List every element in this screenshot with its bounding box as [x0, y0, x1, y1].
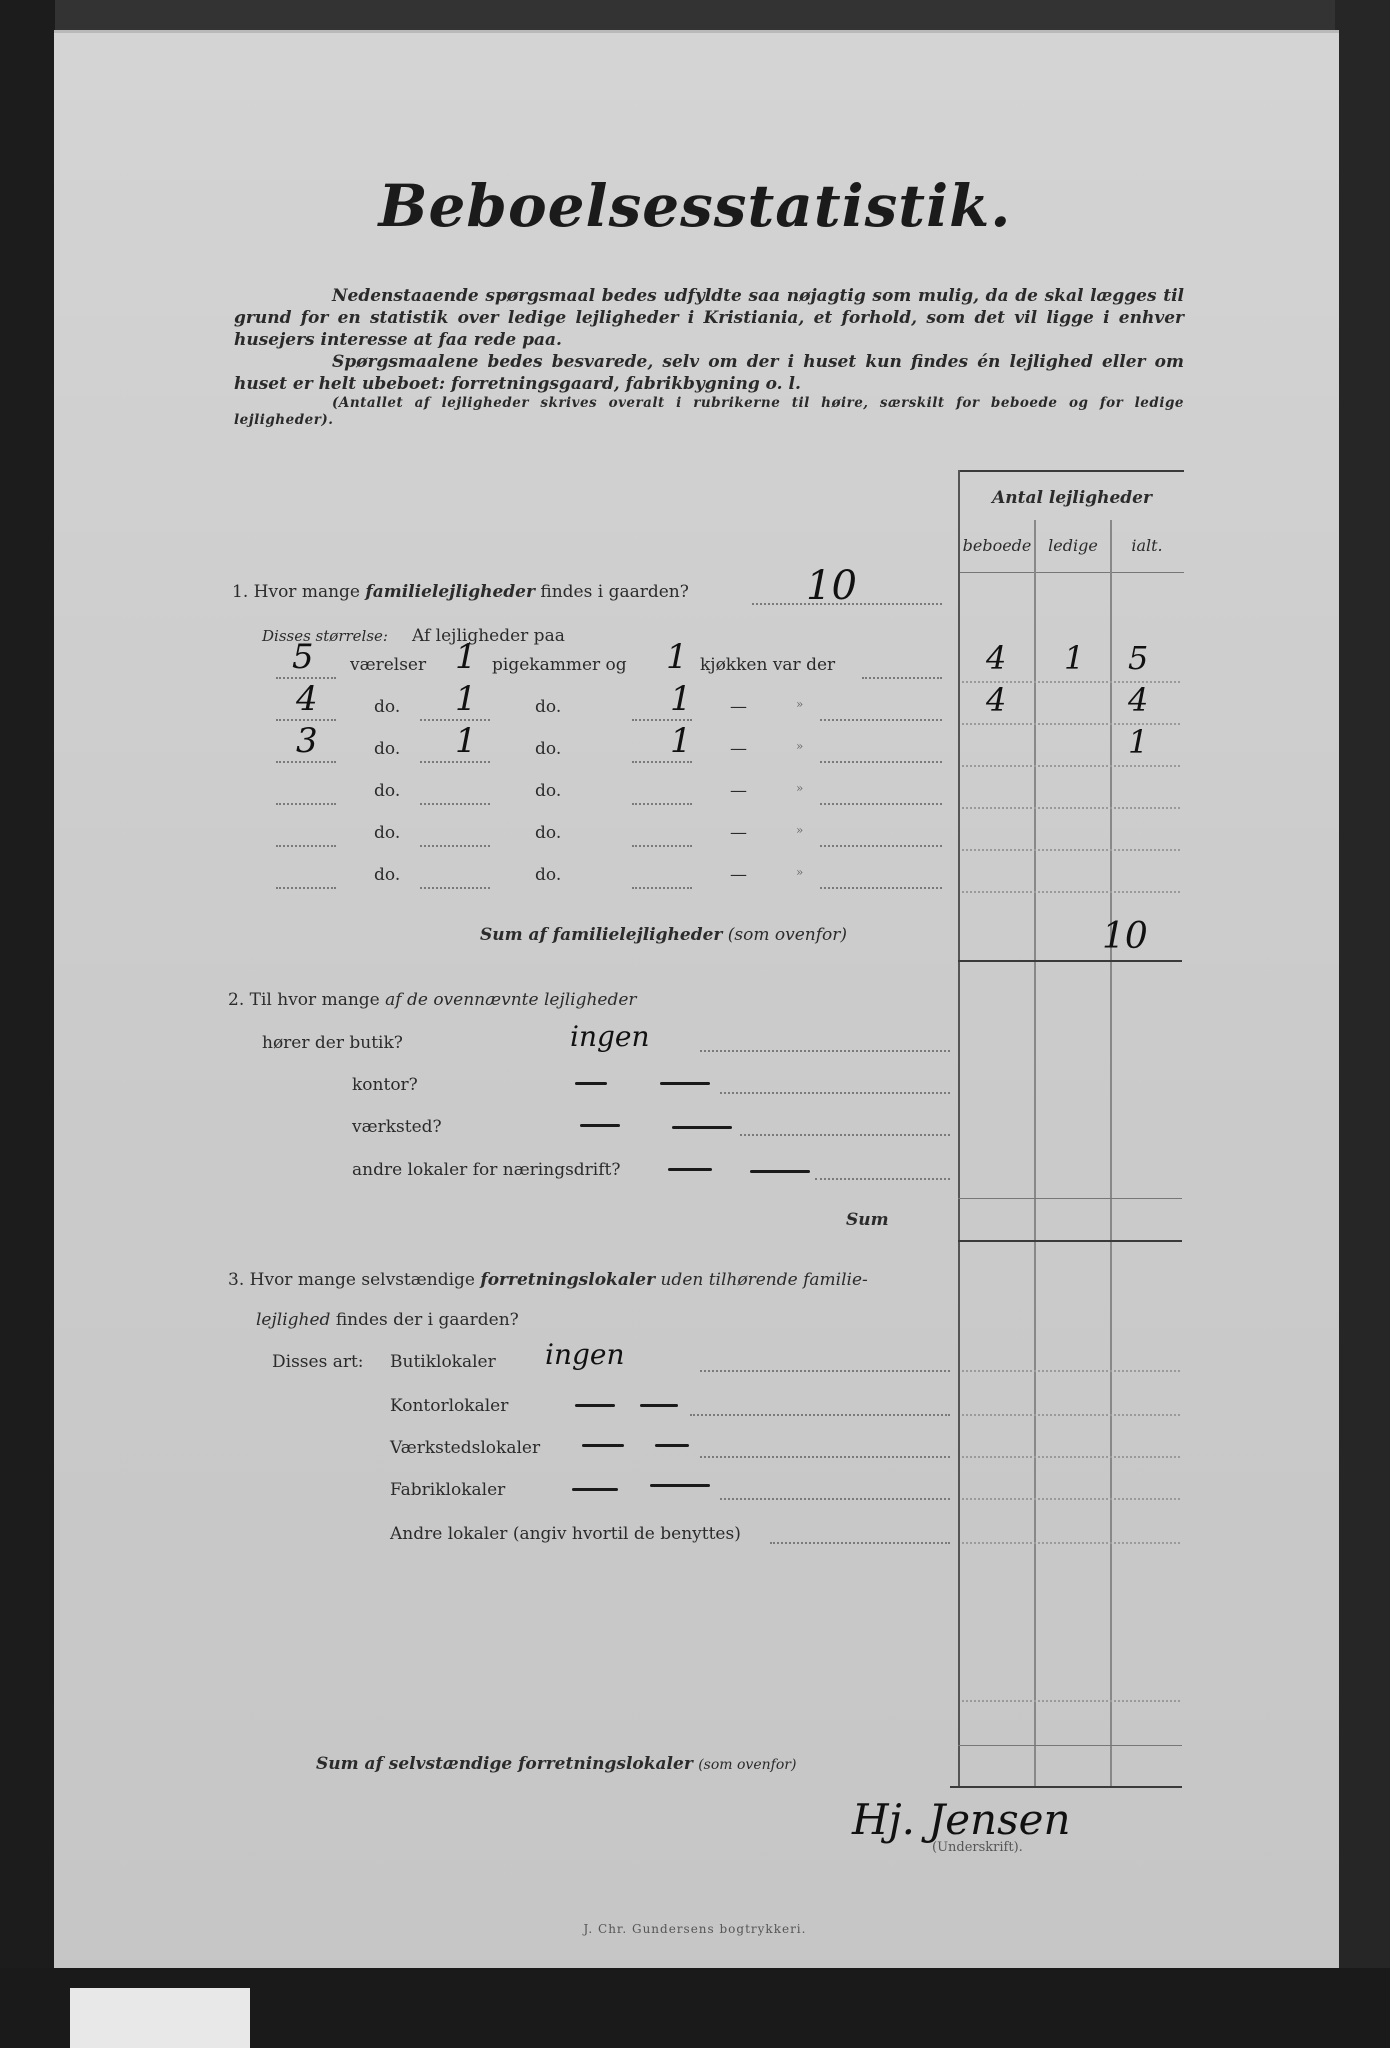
- q1-sub-label: Disses størrelse:: [262, 627, 388, 645]
- row-maid-leader: [420, 887, 490, 889]
- q3-text-a: Hvor mange selvstændige: [249, 1270, 475, 1290]
- row-leader: [820, 845, 942, 847]
- cell-ialt: 5: [1128, 639, 1149, 677]
- q2-butik-leader: [700, 1050, 950, 1052]
- row-kitchen-leader: [632, 761, 692, 763]
- table-top-rule: [960, 470, 1184, 472]
- signature-caption: (Underskrift).: [932, 1840, 1023, 1855]
- q2-butik: hører der butik?: [262, 1033, 403, 1053]
- cell-beboede: 4: [986, 681, 1007, 719]
- film-frame-top: [0, 0, 1390, 30]
- row-maid-value: 1: [455, 679, 477, 719]
- row-rooms-label: do.: [374, 823, 401, 843]
- q3-answer-butik: ingen: [545, 1338, 625, 1371]
- row-leader: [820, 719, 942, 721]
- q2-andre-leader: [815, 1178, 950, 1180]
- intro-paragraph-2: Spørgsmaalene bedes besvarede, selv om der i huset kun findes én lejlighed eller om huset er helt ubeboet: forretningsgaard, fabrikbygning o. l.: [234, 352, 1184, 394]
- film-frame-right: [1335, 0, 1390, 2048]
- row-kitchen-dash: —: [730, 865, 747, 885]
- row-leader: [820, 761, 942, 763]
- row-maid-value: 1: [455, 637, 477, 677]
- q3-text-c: uden tilhørende familie-: [660, 1270, 868, 1290]
- signature: Hj. Jensen: [852, 1795, 1071, 1844]
- q3-grid-row: [962, 1700, 1180, 1702]
- q2-vaerksted-dash-a: [580, 1124, 620, 1127]
- q1-sum-label: Sum af familielejligheder: [480, 925, 723, 945]
- row-rooms-label: do.: [374, 781, 401, 801]
- row-rooms-leader: [276, 761, 336, 763]
- q3-grid-row: [962, 1414, 1180, 1416]
- q2-text-b: af de ovennævnte lejligheder: [385, 990, 637, 1010]
- film-light-patch: [70, 1988, 250, 2048]
- q2-vaerksted-leader: [740, 1134, 950, 1136]
- row-rooms-label: do.: [374, 739, 401, 759]
- q3-grid-row: [962, 1370, 1180, 1372]
- q2-andre-dash-a: [668, 1168, 712, 1171]
- table-header-rule: [960, 572, 1184, 573]
- q3-fabrik-dash-b: [650, 1484, 710, 1487]
- q1-number: 1.: [232, 582, 249, 602]
- q3-grid-row: [962, 1542, 1180, 1544]
- q1-text-b: familielejligheder: [365, 582, 535, 602]
- q1-answer: 10: [806, 563, 857, 609]
- table-group-header: Antal lejligheder: [992, 488, 1152, 508]
- row-kitchen-quote: »: [796, 781, 804, 795]
- row-kitchen-leader: [632, 845, 692, 847]
- row-maid-label: do.: [535, 823, 562, 843]
- table-vline-2: [1110, 520, 1112, 1786]
- q2-vaerksted-dash-b: [672, 1126, 732, 1129]
- row-rooms-value: 4: [296, 679, 318, 719]
- row-rooms-value: 5: [292, 637, 314, 677]
- q3-sum-note: (som ovenfor): [698, 1757, 797, 1773]
- q2-kontor-dash-a: [575, 1082, 607, 1085]
- row-maid-leader: [420, 761, 490, 763]
- row-kitchen-label: kjøkken var der: [700, 655, 836, 675]
- table-grid-row: [962, 849, 1180, 851]
- q3-andre: Andre lokaler (angiv hvortil de benyttes): [390, 1524, 741, 1544]
- row-maid-label: do.: [535, 781, 562, 801]
- intro-text: [234, 285, 1184, 429]
- row-maid-value: 1: [455, 721, 477, 761]
- q3-vaerksted-dash-b: [655, 1444, 689, 1447]
- q3-vaerksted: Værkstedslokaler: [390, 1438, 541, 1458]
- q3-grid-row: [962, 1456, 1180, 1458]
- row-rooms-label: do.: [374, 865, 401, 885]
- row-kitchen-value: 1: [670, 721, 692, 761]
- row-kitchen-dash: —: [730, 739, 747, 759]
- q1-text-c: findes i gaarden?: [540, 582, 689, 602]
- row-kitchen-quote: »: [796, 697, 804, 711]
- q2-kontor-leader: [720, 1092, 950, 1094]
- cell-beboede: 4: [986, 639, 1007, 677]
- q3-kontor: Kontorlokaler: [390, 1396, 509, 1416]
- row-rooms-value: 3: [296, 721, 318, 761]
- q3-fabrik-leader: [720, 1498, 950, 1500]
- page-title: Beboelsesstatistik.: [378, 172, 1012, 240]
- q3-kontor-leader: [690, 1414, 950, 1416]
- row-kitchen-value: 1: [666, 637, 688, 677]
- q3-sum-line: [316, 1754, 796, 1774]
- row-maid-label: do.: [535, 697, 562, 717]
- col-header-beboede: beboede: [962, 536, 1032, 555]
- q3-sum-label: Sum af selvstændige forretningslokaler: [316, 1754, 693, 1774]
- row-leader: [820, 887, 942, 889]
- row-maid-label: pigekammer og: [492, 655, 627, 675]
- row-rooms-leader: [276, 803, 336, 805]
- film-frame-left: [0, 0, 55, 2048]
- col-header-ledige: ledige: [1048, 536, 1098, 555]
- row-maid-leader: [420, 845, 490, 847]
- row-kitchen-value: 1: [670, 679, 692, 719]
- q3-text-b: forretningslokaler: [480, 1270, 656, 1290]
- printer-imprint: J. Chr. Gundersens bogtrykkeri.: [583, 1922, 807, 1936]
- intro-paragraph-3: (Antallet af lejligheder skrives overalt i rubrikerne til høire, særskilt for beboede og for ledige lejligheder).: [234, 395, 1184, 428]
- intro-paragraph-1: Nedenstaaende spørgsmaal bedes udfyldte saa nøjagtig som mulig, da de skal lægges til grund for en statistik over ledige lejligheder i Kristiania, et forhold, som det vil ligge i enhver husejers interesse at faa rede paa.: [234, 286, 1184, 350]
- q2-text-a: Til hvor mange: [249, 990, 380, 1010]
- row-rooms-label: værelser: [350, 655, 427, 675]
- q1-sub-text: Af lejligheder paa: [412, 626, 565, 646]
- q3-sum-rule: [950, 1786, 1182, 1788]
- row-kitchen-quote: »: [796, 865, 804, 879]
- q2-sum-upper-rule: [958, 1198, 1182, 1199]
- cell-ialt: 1: [1128, 723, 1149, 761]
- q3-sum-upper-rule: [958, 1745, 1182, 1746]
- row-kitchen-dash: —: [730, 697, 747, 717]
- q3-andre-leader: [770, 1542, 950, 1544]
- row-kitchen-dash: —: [730, 781, 747, 801]
- row-leader: [820, 803, 942, 805]
- q3-line-2: [256, 1310, 519, 1330]
- row-leader: [862, 677, 942, 679]
- q2-sum-rule: [958, 1240, 1182, 1242]
- q2-vaerksted: værksted?: [352, 1117, 442, 1137]
- q3-vaerksted-leader: [700, 1456, 950, 1458]
- q3-art-label: Disses art:: [272, 1352, 364, 1372]
- q2-andre-dash-b: [750, 1170, 810, 1173]
- row-kitchen-dash: —: [730, 823, 747, 843]
- cell-ialt: 4: [1128, 681, 1149, 719]
- q3-butik: Butiklokaler: [390, 1352, 496, 1372]
- q1-sum-value: 10: [1102, 916, 1148, 957]
- row-kitchen-quote: »: [796, 739, 804, 753]
- q2-kontor-dash-b: [660, 1082, 710, 1085]
- row-maid-label: do.: [535, 739, 562, 759]
- row-maid-label: do.: [535, 865, 562, 885]
- table-vline-1: [1034, 520, 1036, 1786]
- q3-kontor-dash-b: [640, 1404, 678, 1407]
- q1-sum-note: (som ovenfor): [727, 925, 848, 945]
- q3-text-d: lejlighed: [256, 1310, 331, 1330]
- q3-grid-row: [962, 1498, 1180, 1500]
- table-vline-left: [958, 470, 960, 1786]
- q3-text-e: findes der i gaarden?: [335, 1310, 519, 1330]
- table-grid-row: [962, 807, 1180, 809]
- q3-vaerksted-dash-a: [582, 1444, 624, 1447]
- q3-fabrik: Fabriklokaler: [390, 1480, 506, 1500]
- q2-line: [228, 990, 637, 1010]
- q1-sum-line: [480, 925, 847, 945]
- table-grid-row: [962, 765, 1180, 767]
- row-rooms-leader: [276, 845, 336, 847]
- row-rooms-label: do.: [374, 697, 401, 717]
- row-kitchen-leader: [632, 887, 692, 889]
- q3-butik-leader: [700, 1370, 950, 1372]
- cell-ledige: 1: [1064, 639, 1085, 677]
- q2-kontor: kontor?: [352, 1075, 418, 1095]
- q2-number: 2.: [228, 990, 245, 1010]
- q1-line: [232, 582, 689, 602]
- q1-sum-rule: [958, 960, 1182, 962]
- q3-fabrik-dash-a: [572, 1488, 618, 1491]
- row-kitchen-quote: »: [796, 823, 804, 837]
- q2-andre: andre lokaler for næringsdrift?: [352, 1160, 621, 1180]
- q2-sum-label: Sum: [846, 1210, 889, 1230]
- q3-number: 3.: [228, 1270, 245, 1290]
- q2-answer-butik: ingen: [570, 1020, 650, 1053]
- row-rooms-leader: [276, 887, 336, 889]
- q3-line: [228, 1270, 868, 1290]
- col-header-ialt: ialt.: [1131, 536, 1163, 555]
- table-grid-row: [962, 891, 1180, 893]
- row-maid-leader: [420, 803, 490, 805]
- q1-text-a: Hvor mange: [253, 582, 360, 602]
- q3-kontor-dash-a: [575, 1404, 615, 1407]
- row-kitchen-leader: [632, 803, 692, 805]
